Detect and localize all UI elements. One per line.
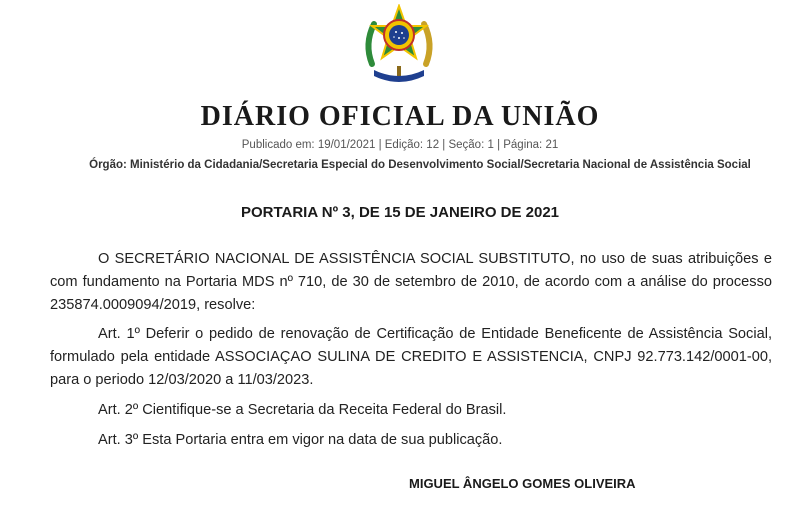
- paragraph-article-3: Art. 3º Esta Portaria entra em vigor na data de sua publicação.: [98, 432, 503, 448]
- publication-info: Publicado em: 19/01/2021 | Edição: 12 | Seção: 1 | Página: 21: [241, 139, 559, 151]
- organ-value: Ministério da Cidadania/Secretaria Especial do Desenvolvimento Social/Secretaria Nacional de Assistência Social: [130, 159, 751, 171]
- paragraph-preamble: O SECRETÁRIO NACIONAL DE ASSISTÊNCIA SOCIAL SUBSTITUTO, no uso de suas atribuições e com fundamento na Portaria MDS nº 710, de 30 de setembro de 2010, de acordo com a análise do processo 235874.0009094/2019, resolve:: [50, 251, 772, 313]
- paragraph-article-2: Art. 2º Cientifique-se a Secretaria da Receita Federal do Brasil.: [98, 402, 507, 418]
- document-title: PORTARIA Nº 3, DE 15 DE JANEIRO DE 2021: [240, 204, 560, 221]
- organ-label: Órgão:: [89, 159, 127, 171]
- brazil-coat-of-arms-icon: [358, 4, 440, 86]
- page-title: DIÁRIO OFICIAL DA UNIÃO: [200, 101, 600, 132]
- organ-line: [40, 159, 800, 171]
- signature: MIGUEL ÂNGELO GOMES OLIVEIRA: [409, 476, 636, 491]
- paragraph-article-1: Art. 1º Deferir o pedido de renovação de Certificação de Entidade Beneficente de Assistência Social, formulado pela entidade ASSOCIAÇAO SULINA DE CREDITO E ASSISTENCIA, CNPJ 92.773.142/0001-00, para o periodo 12/03/2020 a 11/03/2023.: [50, 326, 772, 388]
